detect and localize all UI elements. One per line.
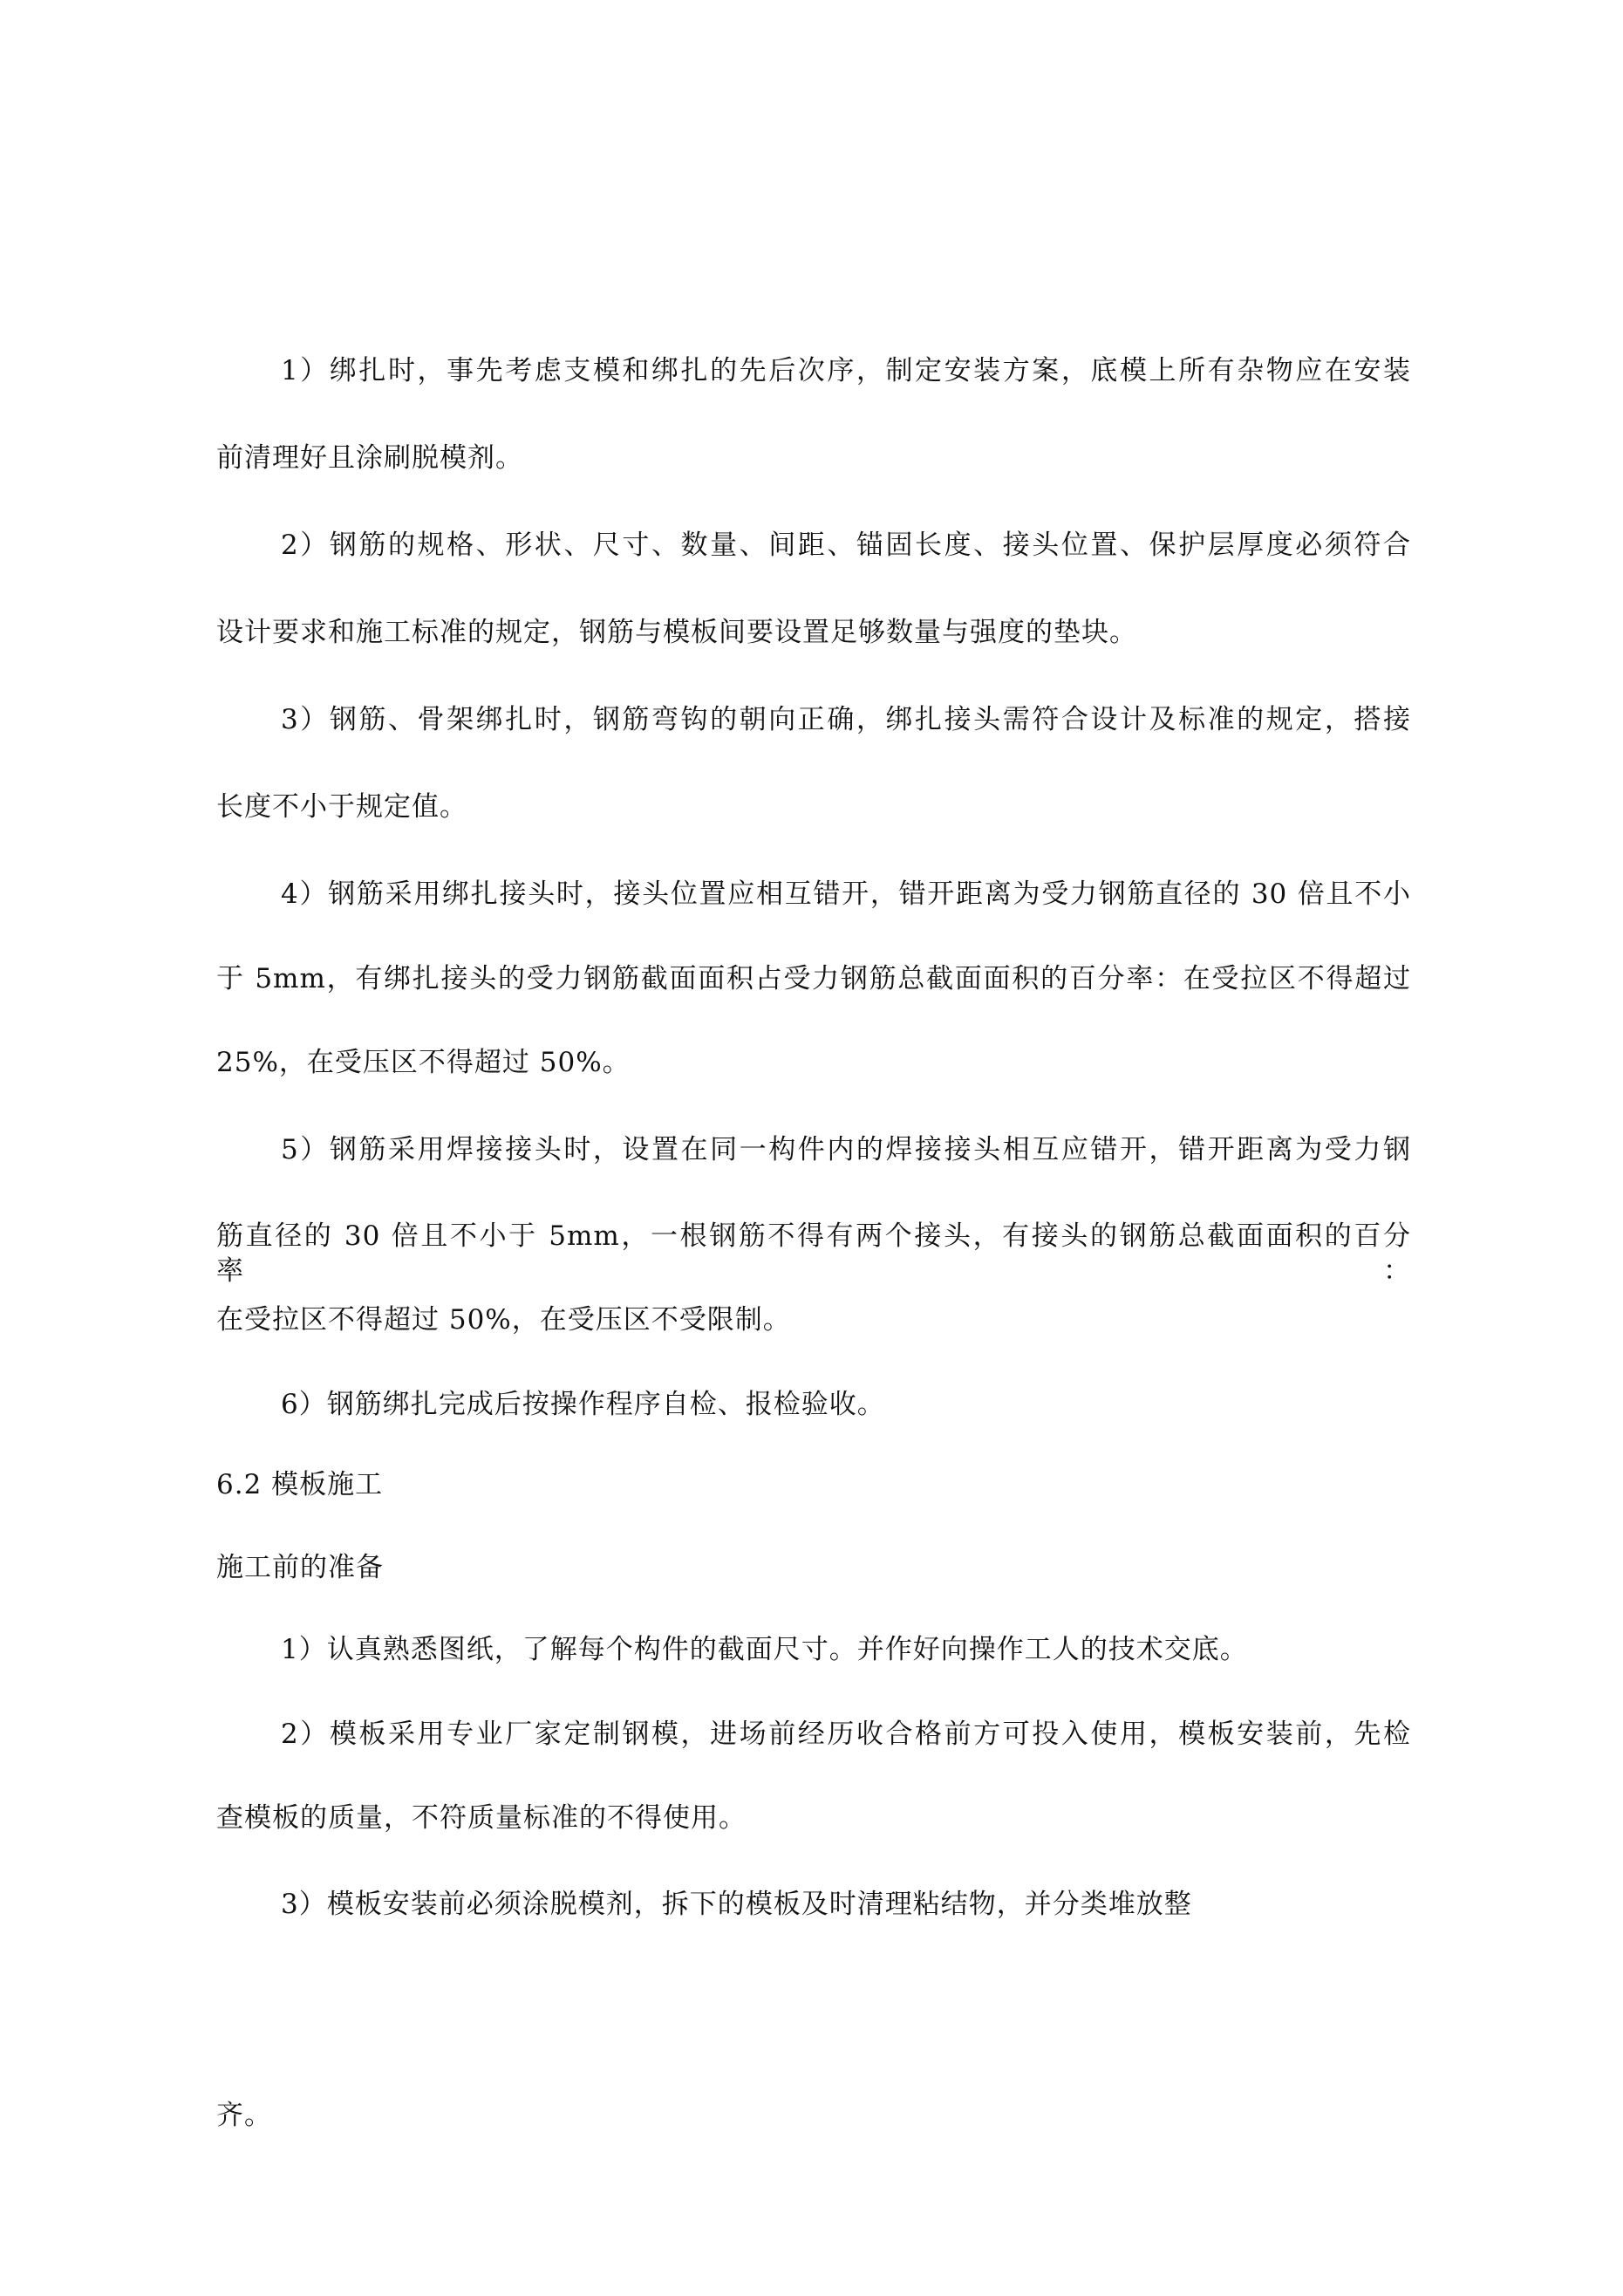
text-line-4: 设计要求和施工标准的规定，钢筋与模板间要设置足够数量与强度的垫块。	[216, 617, 1137, 648]
section-heading: 6.2 模板施工	[216, 1469, 384, 1500]
text-line-17: 2）模板采用专业厂家定制钢模，进场前经历收合格前方可投入使用，模板安装前，先检	[281, 1719, 1411, 1750]
text-line-20: 齐。	[216, 2100, 272, 2131]
text-line-19: 3）模板安装前必须涂脱模剂，拆下的模板及时清理粘结物，并分类堆放整	[281, 1889, 1192, 1920]
text-line-10: 5）钢筋采用焊接接头时，设置在同一构件内的焊接接头相互应错开，错开距离为受力钢	[281, 1134, 1411, 1165]
text-line-12: 在受拉区不得超过 50%，在受压区不受限制。	[216, 1304, 791, 1336]
text-line-1: 1）绑扎时，事先考虑支模和绑扎的先后次序，制定安装方案，底模上所有杂物应在安装	[281, 355, 1411, 386]
text-line-3: 2）钢筋的规格、形状、尺寸、数量、间距、锚固长度、接头位置、保护层厚度必须符合	[281, 530, 1411, 561]
text-line-11: 筋直径的 30 倍且不小于 5mm，一根钢筋不得有两个接头，有接头的钢筋总截面面积的百分率：	[216, 1220, 1411, 1287]
subsection-heading: 施工前的准备	[216, 1552, 384, 1583]
text-line-18: 查模板的质量，不符质量标准的不得使用。	[216, 1802, 747, 1834]
text-line-8: 于 5mm，有绑扎接头的受力钢筋截面面积占受力钢筋总截面面积的百分率：在受拉区不得超过	[216, 963, 1411, 994]
text-line-13: 6）钢筋绑扎完成后按操作程序自检、报检验收。	[281, 1389, 885, 1420]
text-line-2: 前清理好且涂刷脱模剂。	[216, 442, 523, 474]
text-line-5: 3）钢筋、骨架绑扎时，钢筋弯钩的朝向正确，绑扎接头需符合设计及标准的规定，搭接	[281, 704, 1411, 735]
text-line-16: 1）认真熟悉图纸，了解每个构件的截面尺寸。并作好向操作工人的技术交底。	[281, 1634, 1248, 1665]
text-line-9: 25%，在受压区不得超过 50%。	[216, 1047, 631, 1078]
text-line-6: 长度不小于规定值。	[216, 791, 467, 823]
text-line-7: 4）钢筋采用绑扎接头时，接头位置应相互错开，错开距离为受力钢筋直径的 30 倍且不小	[281, 878, 1411, 910]
